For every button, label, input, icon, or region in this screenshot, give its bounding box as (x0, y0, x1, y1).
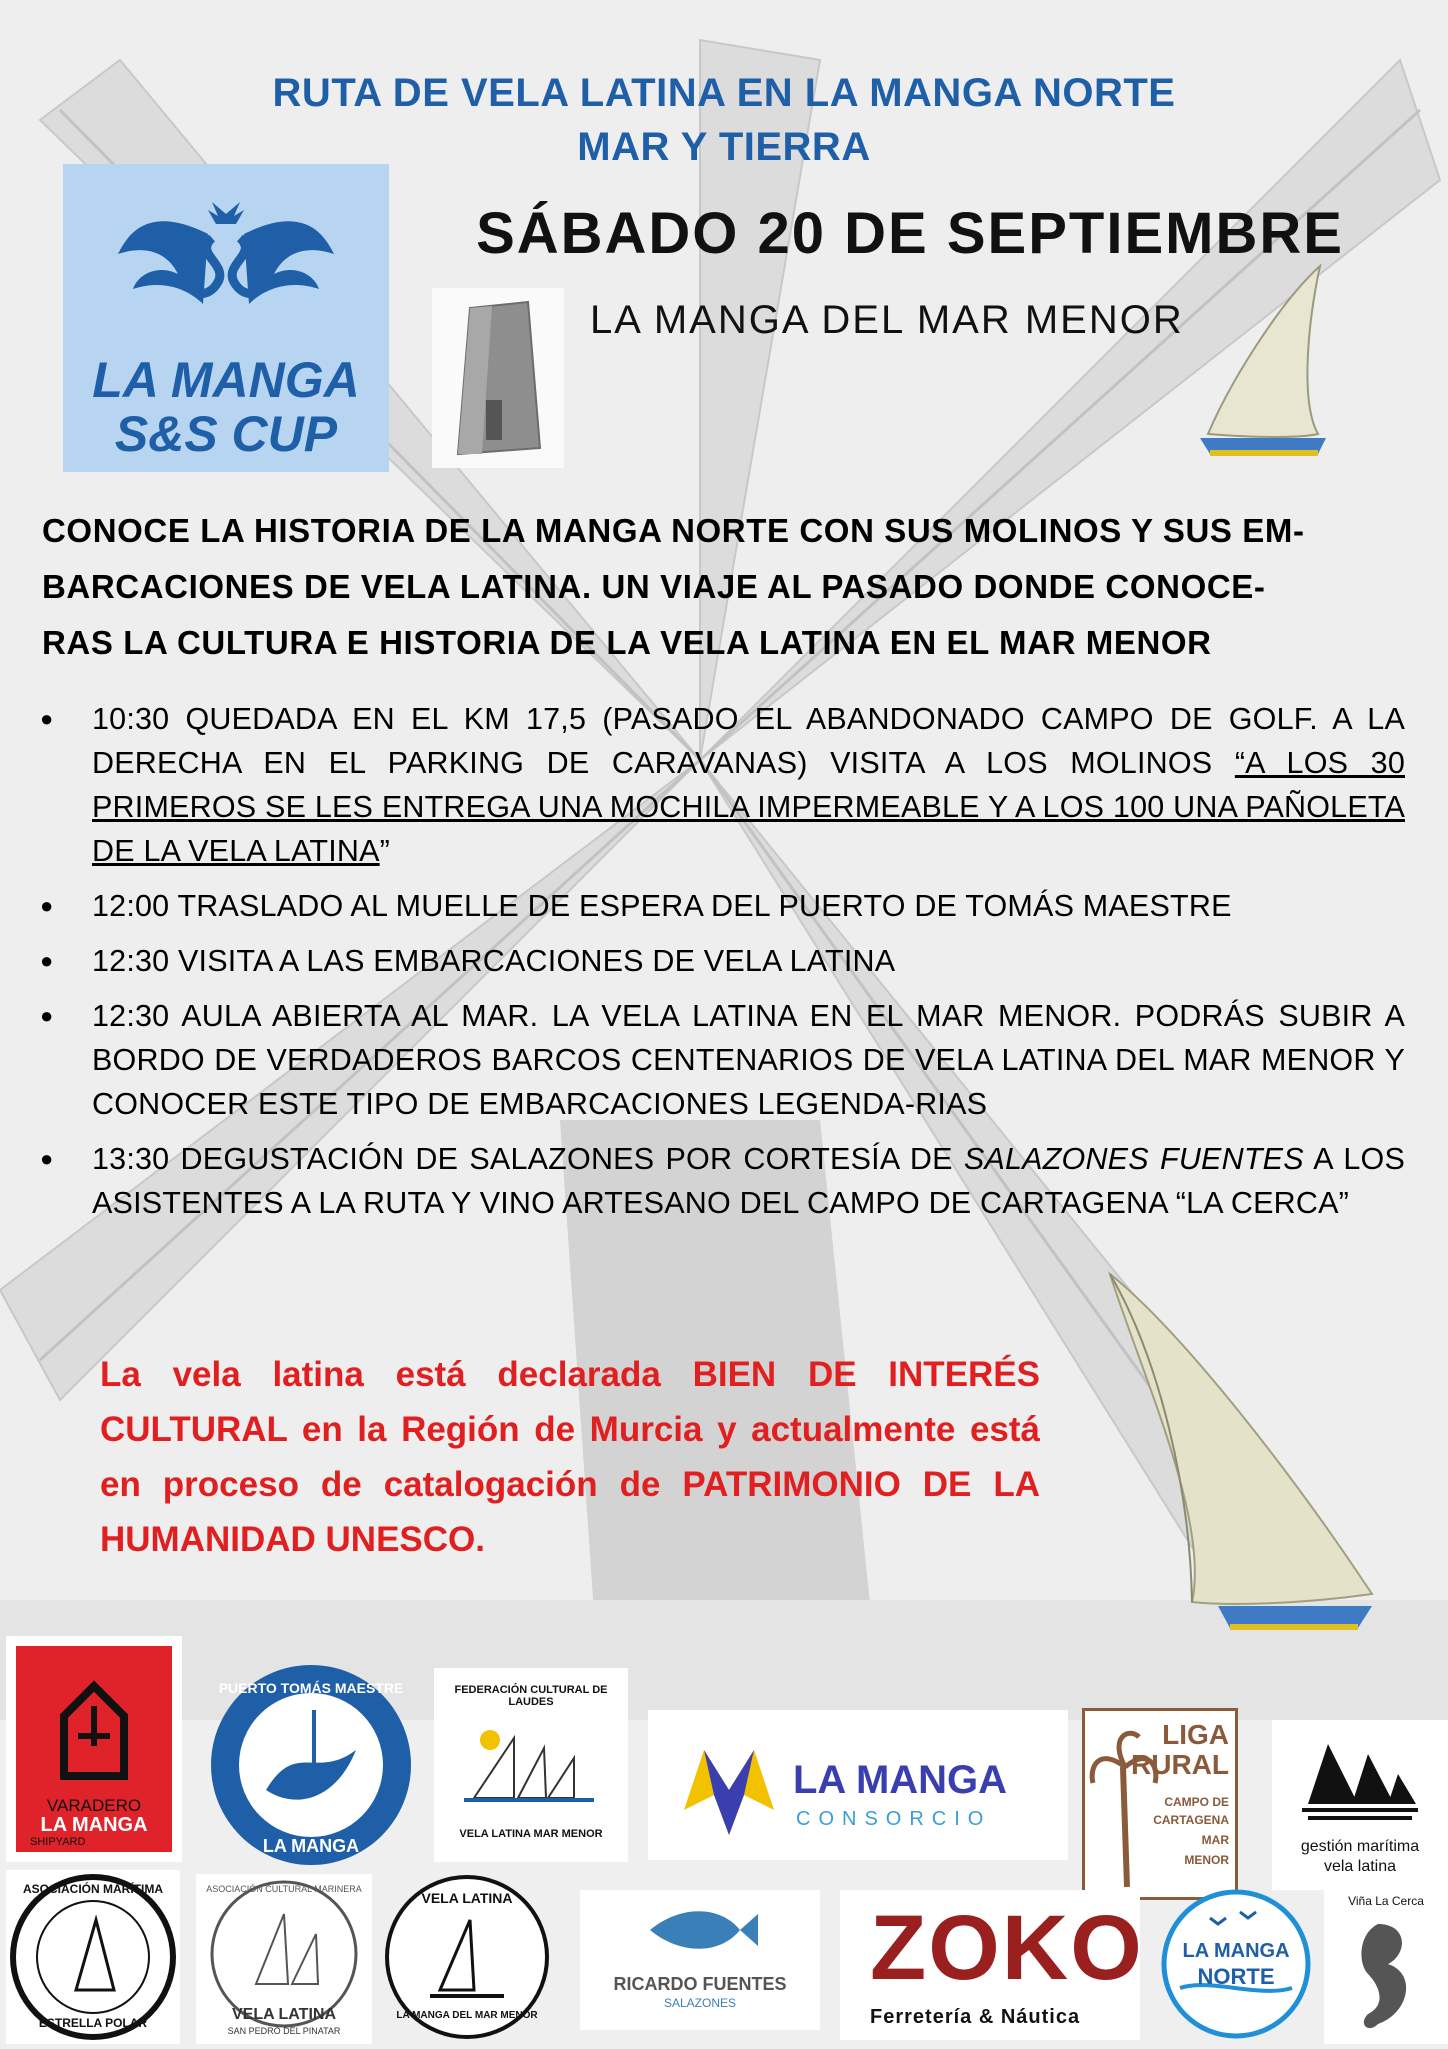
schedule-item (40, 697, 1405, 873)
schedule-item-italic: SALAZONES FUENTES (963, 1142, 1304, 1176)
ricardo-fuentes-logo (580, 1890, 820, 2030)
la-manga-consorcio-logo (648, 1710, 1068, 1860)
schedule-item-text: 12:30 AULA ABIERTA AL MAR. LA VELA LATINA EN EL MAR MENOR. PODRÁS SUBIR A BORDO DE VERDADEROS BARCOS CENTENARIOS DE VELA LATINA DEL MAR MENOR Y CONOCER ESTE TIPO DE EMBARCACIONES LEGENDA-RIAS (92, 999, 1405, 1121)
zoko-line-2: Ferretería & Náutica (870, 2006, 1081, 2028)
logo-line-2: S&S CUP (114, 406, 338, 462)
puerto-arc-top: PUERTO TOMÁS MAESTRE (218, 1680, 404, 1696)
star-m-icon (674, 1740, 784, 1840)
schedule-item (40, 884, 1405, 928)
event-title (0, 66, 1448, 174)
sailboat-image-large (1100, 1270, 1390, 1670)
zoko-ferreteria-logo (840, 1890, 1144, 2040)
bullet-icon: ● (40, 1146, 54, 1171)
vela-manga-arc-top: VELA LATINA (421, 1890, 513, 1906)
bullet-icon: ● (40, 706, 54, 731)
intro-line-1: CONOCE LA HISTORIA DE LA MANGA NORTE CON SUS MOLINOS Y SUS EM- (42, 512, 1305, 549)
varadero-line-1: VARADERO (46, 1796, 142, 1815)
wings-crown-icon (108, 194, 344, 334)
sails-icon (1298, 1734, 1422, 1830)
liga-line-3: CAMPO DE (1164, 1795, 1229, 1809)
schedule-item (40, 939, 1405, 983)
schedule-list (40, 697, 1405, 1236)
schedule-item-underlined: “A LOS 30 PRIMEROS SE LES ENTREGA UNA MOCHILA IMPERMEABLE Y A LOS 100 UNA PAÑOLETA DE LA VELA LATINA (92, 746, 1405, 868)
bullet-icon: ● (40, 893, 54, 918)
ship-icon (54, 1676, 134, 1786)
schedule-item-tail: ” (379, 834, 390, 868)
intro-text (42, 503, 1402, 671)
liga-line-6: MENOR (1184, 1853, 1229, 1867)
schedule-item-text-a: 13:30 DEGUSTACIÓN DE SALAZONES POR CORTESÍA DE (92, 1142, 964, 1176)
intro-line-2: BARCACIONES DE VELA LATINA. UN VIAJE AL PASADO DONDE CONOCE- (42, 568, 1266, 605)
vina-line-1: Viña La Cerca (1348, 1894, 1424, 1908)
varadero-line-3: SHIPYARD (30, 1836, 86, 1848)
fish-icon (640, 1900, 760, 1960)
schedule-item-text-b: A LOS ASISTENTES A LA RUTA Y VINO ARTESANO DEL CAMPO DE CARTAGENA “LA CERCA” (92, 1142, 1406, 1220)
federacion-arc-top: FEDERACIÓN CULTURAL DE LAUDES (454, 1684, 608, 1708)
tower-photo (432, 288, 564, 468)
vela-latina-la-manga-logo (380, 1870, 554, 2044)
pinatar-arc-top: ASOCIACIÓN CULTURAL MARINERA (206, 1884, 362, 1894)
title-line-2: MAR Y TIERRA (577, 125, 871, 169)
event-place: LA MANGA DEL MAR MENOR (590, 298, 1184, 342)
consorcio-line-1: LA MANGA (793, 1758, 1008, 1802)
zoko-line-1: ZOKO (870, 1897, 1144, 1999)
unesco-note: La vela latina está declarada BIEN DE INTERÉS CULTURAL en la Región de Murcia y actualmente está en proceso de catalogación de PATRIMONIO DE LA HUMANIDAD UNESCO. (100, 1355, 1040, 1559)
estrella-polar-logo (6, 1870, 180, 2044)
liga-line-4: CARTAGENA (1153, 1813, 1229, 1827)
liga-line-5: MAR (1201, 1833, 1229, 1847)
pinatar-line-1: VELA LATINA (232, 2006, 336, 2023)
vina-la-cerca-logo (1324, 1888, 1448, 2044)
ricardo-line-2: SALAZONES (663, 1996, 737, 2010)
logo-line-1: LA MANGA (92, 352, 360, 408)
schedule-item-text: 10:30 QUEDADA EN EL KM 17,5 (PASADO EL ABANDONADO CAMPO DE GOLF. A LA DERECHA EN EL PARKING DE CARAVANAS) VISITA A LOS MOLINOS (92, 702, 1405, 780)
manga-ss-cup-logo (63, 164, 389, 472)
bullet-icon: ● (40, 948, 54, 973)
estrella-arc-top: ASOCIACIÓN MARÍTIMA (23, 1882, 163, 1896)
vela-manga-arc-bottom: LA MANGA DEL MAR MENOR (396, 2010, 538, 2021)
manga-norte-line-2: NORTE (1197, 1964, 1275, 1989)
manga-norte-line-1: LA MANGA (1182, 1940, 1290, 1962)
varadero-la-manga-logo (6, 1636, 182, 1862)
gestion-line-1: gestión marítima (1300, 1838, 1420, 1855)
puerto-arc-bottom: LA MANGA (262, 1836, 360, 1856)
puerto-tomas-maestre-logo (206, 1660, 416, 1870)
intro-line-3: RAS LA CULTURA E HISTORIA DE LA VELA LATINA EN EL MAR MENOR (42, 624, 1212, 661)
vela-latina-pinatar-logo (196, 1874, 372, 2044)
liga-line-2: RURAL (1131, 1749, 1229, 1780)
sailboat-image-small (1190, 262, 1340, 462)
federacion-laudes-logo (434, 1668, 628, 1862)
liga-rural-logo (1082, 1708, 1238, 1900)
gestion-maritima-logo (1272, 1720, 1448, 1890)
pinatar-line-2: SAN PEDRO DEL PINATAR (227, 2026, 341, 2036)
schedule-item-text: 12:30 VISITA A LAS EMBARCACIONES DE VELA LATINA (92, 944, 896, 978)
varadero-line-2: LA MANGA (40, 1814, 148, 1836)
schedule-item (40, 1137, 1405, 1225)
la-manga-norte-logo (1160, 1888, 1312, 2044)
ricardo-line-1: RICARDO FUENTES (613, 1974, 787, 1994)
gestion-line-2: vela latina (1323, 1858, 1397, 1875)
bullet-icon: ● (40, 1003, 54, 1028)
liga-line-1: LIGA (1162, 1719, 1229, 1750)
federacion-arc-bottom: VELA LATINA MAR MENOR (459, 1828, 603, 1840)
schedule-item (40, 994, 1405, 1126)
event-date: SÁBADO 20 DE SEPTIEMBRE (476, 201, 1344, 266)
title-line-1: RUTA DE VELA LATINA EN LA MANGA NORTE (272, 71, 1176, 115)
estrella-arc-bottom: ESTRELLA POLAR (38, 2016, 148, 2030)
seahorse-icon (1338, 1914, 1434, 2040)
schedule-item-text: 12:00 TRASLADO AL MUELLE DE ESPERA DEL PUERTO DE TOMÁS MAESTRE (92, 889, 1232, 923)
consorcio-line-2: CONSORCIO (796, 1808, 992, 1830)
